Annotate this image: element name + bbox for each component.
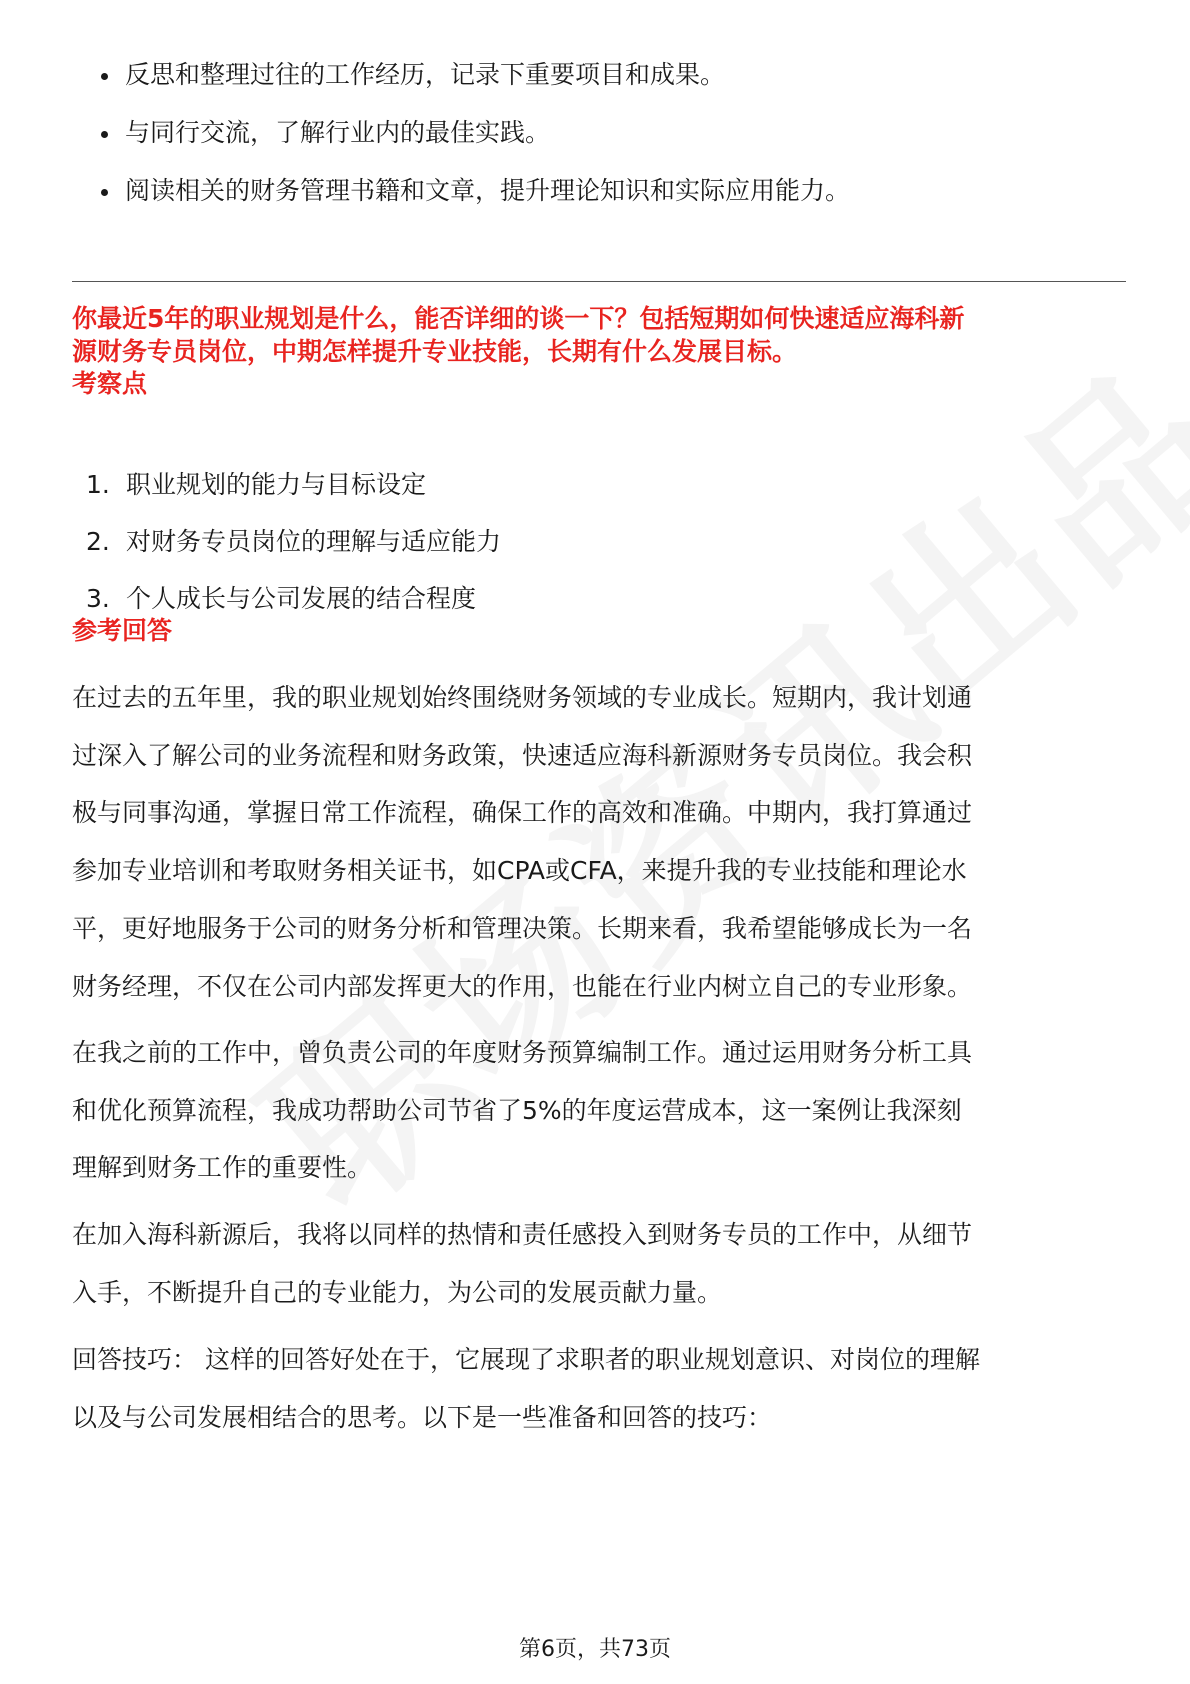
answer-tips-paragraph xyxy=(72,1331,1132,1446)
interview-question xyxy=(72,302,1132,368)
answer-paragraph-3 xyxy=(72,1206,1132,1321)
list-number: 3. xyxy=(86,584,110,613)
answer-paragraph-1 xyxy=(72,669,1132,1015)
paragraph-line: 以及与公司发展相结合的思考。以下是一些准备和回答的技巧： xyxy=(72,1402,773,1432)
bullet-dot-icon xyxy=(101,131,108,138)
paragraph-line: 入手，不断提升自己的专业能力，为公司的发展贡献力量。 xyxy=(72,1277,723,1307)
paragraph-line: 极与同事沟通，掌握日常工作流程，确保工作的高效和准确。中期内，我打算通过 xyxy=(72,798,973,828)
question-line: 你最近5年的职业规划是什么，能否详细的谈一下？包括短期如何快速适应海科新 xyxy=(72,304,965,333)
exam-points-heading: 考察点 xyxy=(72,369,148,398)
section-divider xyxy=(72,281,1126,282)
bullet-dot-icon xyxy=(101,73,108,80)
list-item xyxy=(72,584,501,613)
paragraph-line: 回答技巧： 这样的回答好处在于，它展现了求职者的职业规划意识、对岗位的理解 xyxy=(72,1345,980,1374)
bullet-text: 反思和整理过往的工作经历，记录下重要项目和成果。 xyxy=(125,60,726,89)
paragraph-line: 财务经理，不仅在公司内部发挥更大的作用，也能在行业内树立自己的专业形象。 xyxy=(72,971,973,1001)
bullet-list xyxy=(72,60,850,234)
list-item xyxy=(72,118,850,147)
page-number: 第6页，共73页 xyxy=(519,1637,671,1662)
list-number: 2. xyxy=(86,527,110,556)
bullet-text: 与同行交流，了解行业内的最佳实践。 xyxy=(125,118,551,147)
reference-answer-heading: 参考回答 xyxy=(72,616,173,645)
list-item xyxy=(72,527,501,556)
paragraph-line: 平，更好地服务于公司的财务分析和管理决策。长期来看，我希望能够成长为一名 xyxy=(72,913,973,943)
answer-paragraph-2 xyxy=(72,1024,1132,1197)
paragraph-line: 和优化预算流程，我成功帮助公司节省了5%的年度运营成本，这一案例让我深刻 xyxy=(72,1095,962,1125)
question-line: 源财务专员岗位，中期怎样提升专业技能，长期有什么发展目标。 xyxy=(72,337,798,366)
list-item xyxy=(72,60,850,89)
list-item xyxy=(72,470,501,499)
paragraph-line: 参加专业培训和考取财务相关证书，如CPA或CFA，来提升我的专业技能和理论水 xyxy=(72,856,967,886)
paragraph-line: 在加入海科新源后，我将以同样的热情和责任感投入到财务专员的工作中，从细节 xyxy=(72,1220,973,1249)
paragraph-line: 在过去的五年里，我的职业规划始终围绕财务领域的专业成长。短期内，我计划通 xyxy=(72,683,973,712)
list-item xyxy=(72,176,850,205)
list-text: 职业规划的能力与目标设定 xyxy=(126,470,427,499)
bullet-dot-icon xyxy=(101,189,108,196)
list-text: 个人成长与公司发展的结合程度 xyxy=(126,584,477,613)
paragraph-line: 理解到财务工作的重要性。 xyxy=(72,1153,373,1183)
list-number: 1. xyxy=(86,470,110,499)
paragraph-line: 在我之前的工作中，曾负责公司的年度财务预算编制工作。通过运用财务分析工具 xyxy=(72,1038,973,1067)
paragraph-line: 过深入了解公司的业务流程和财务政策，快速适应海科新源财务专员岗位。我会积 xyxy=(72,740,973,770)
bullet-text: 阅读相关的财务管理书籍和文章，提升理论知识和实际应用能力。 xyxy=(125,176,851,205)
list-text: 对财务专员岗位的理解与适应能力 xyxy=(126,527,502,556)
